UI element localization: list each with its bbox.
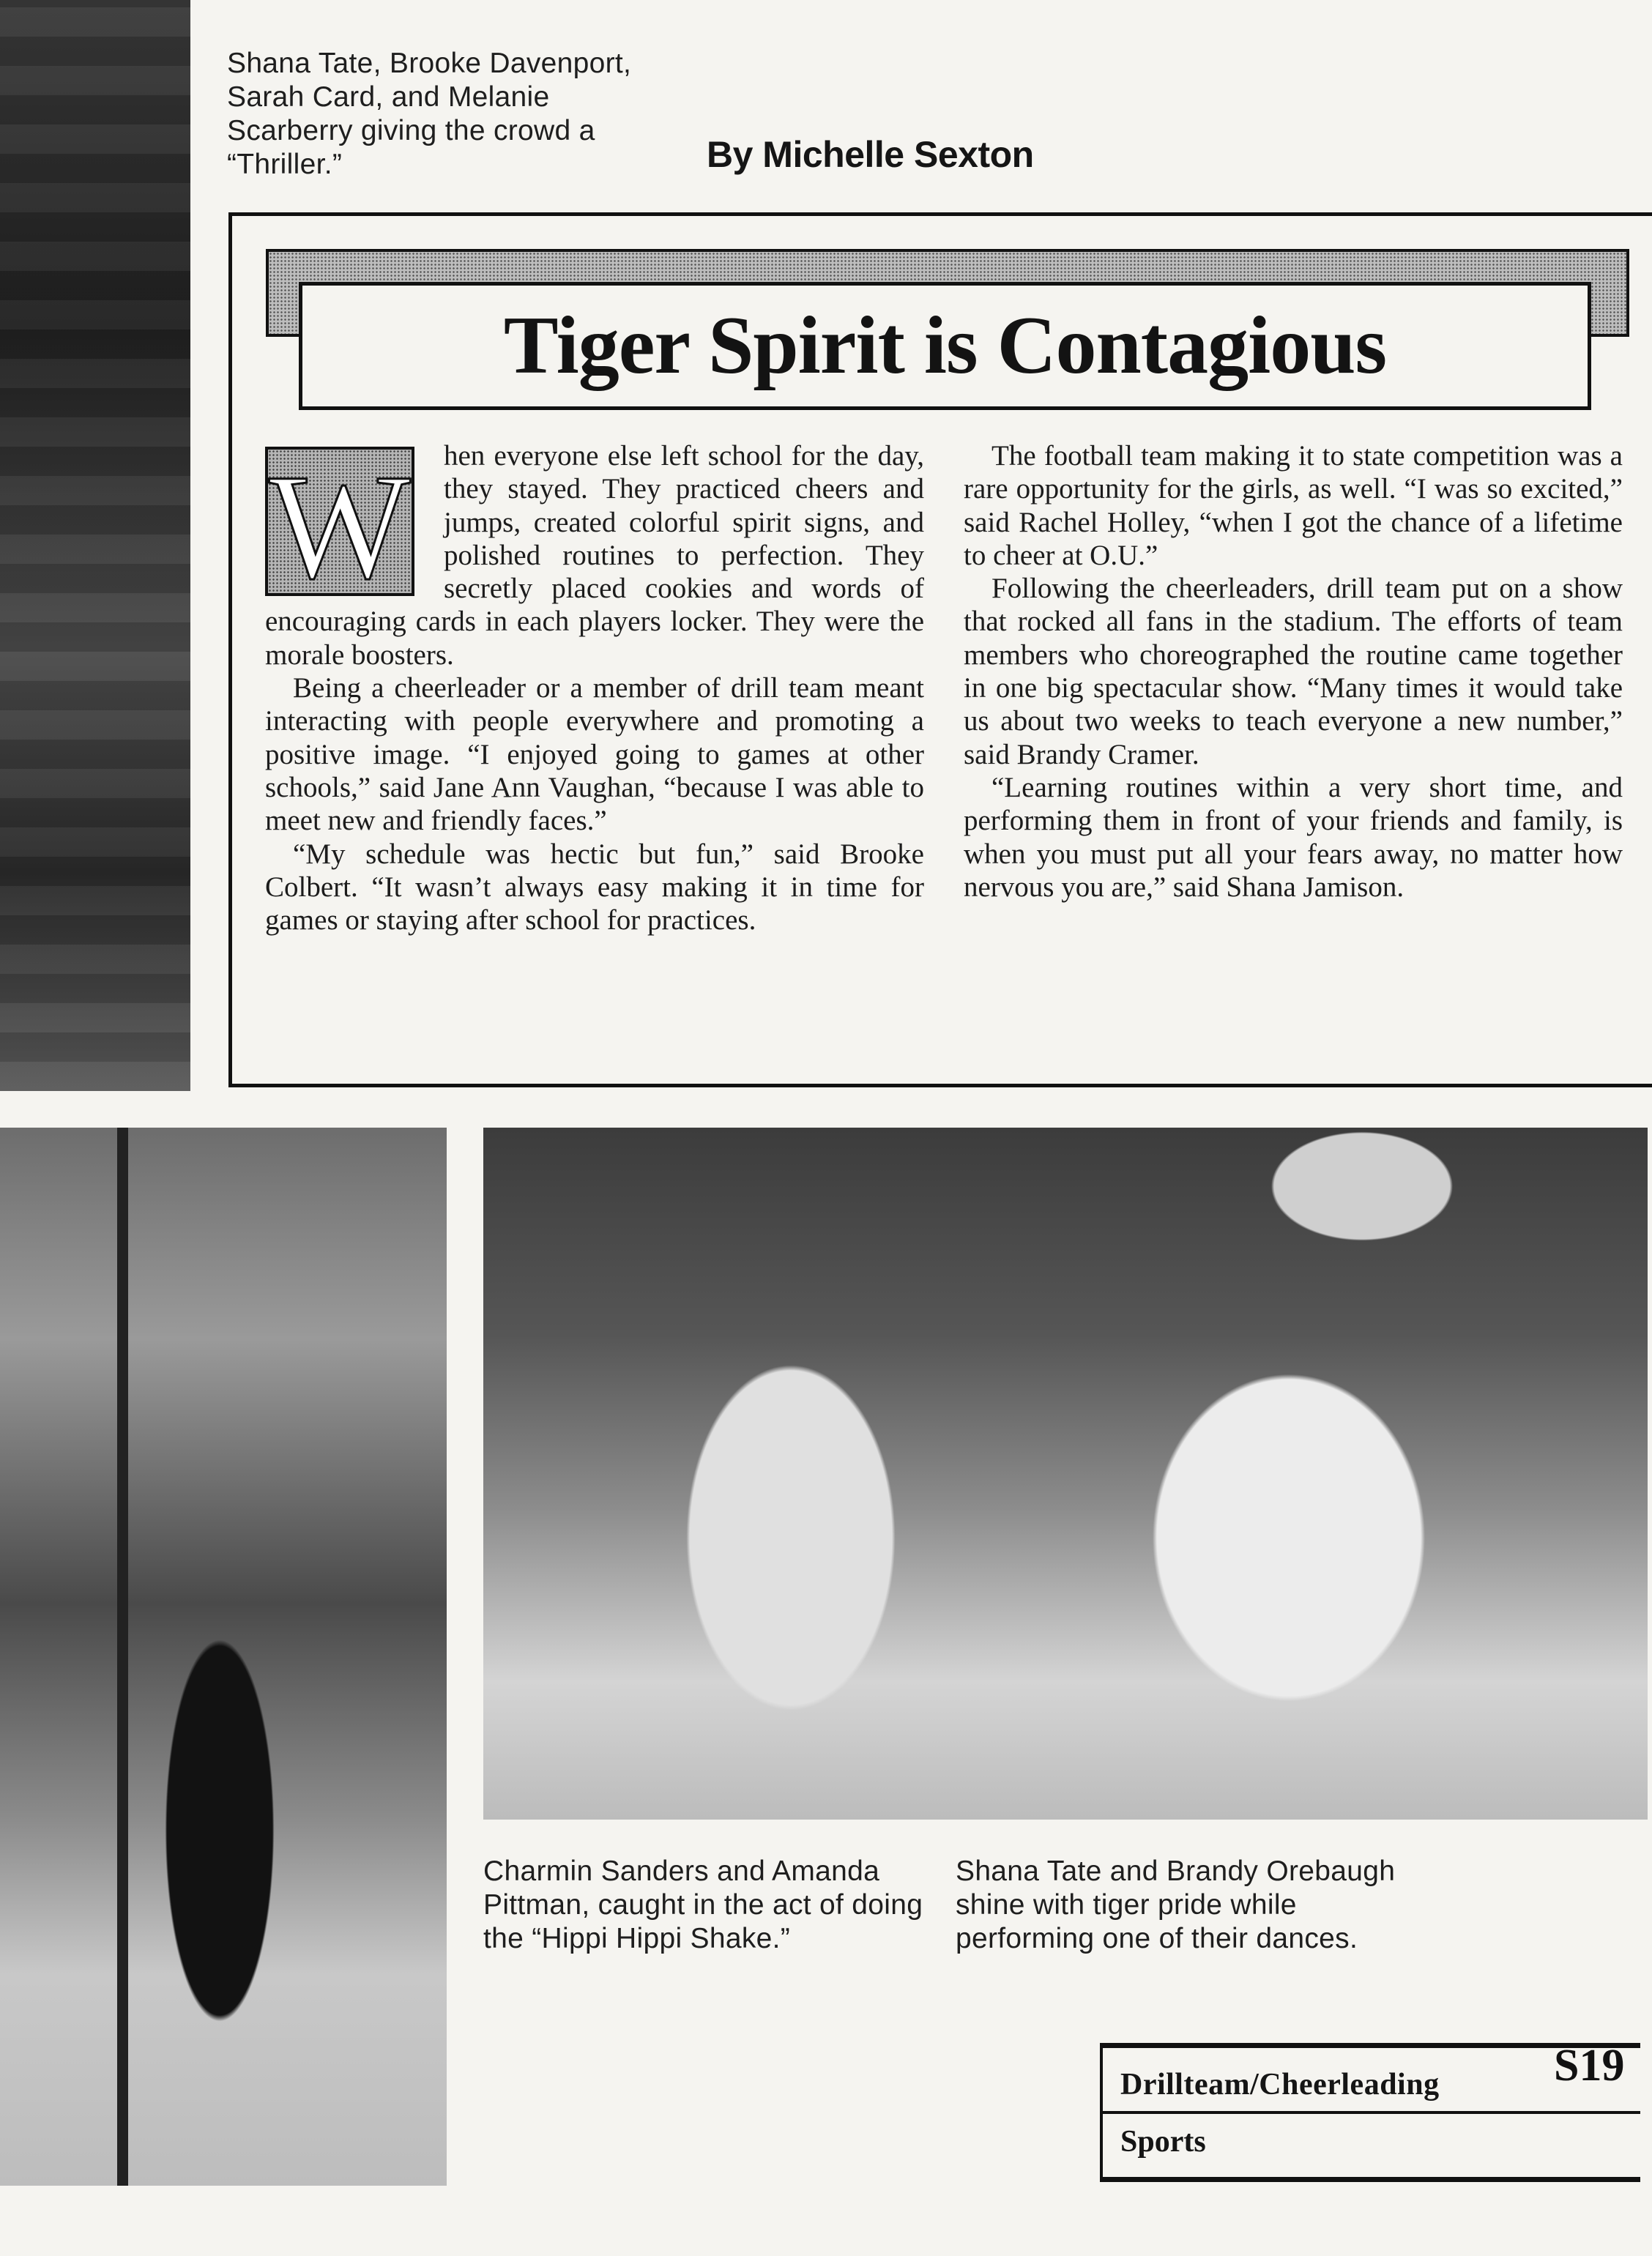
- page-number: S19: [1554, 2041, 1625, 2091]
- article-paragraph: The football team making it to state competition was a rare opportunity for the girls, as well. “I was so excited,” said Rachel Holley, “when I got the chance of a lifetime to cheer at O.U.”: [964, 440, 1623, 571]
- article-paragraph: “Learning routines within a very short time, and performing them in front of your friends and family, is when you must put all your fears away, no matter how nervous you are,” said Shana Jamison.: [964, 771, 1623, 903]
- article-column-right: [964, 439, 1623, 904]
- caption-charmin: Charmin Sanders and Amanda Pittman, caught in the act of doing the “Hippi Hippi Shake.”: [483, 1855, 923, 1954]
- photo-cheerleader-dancing: [0, 1128, 447, 2186]
- article-paragraph: Being a cheerleader or a member of drill team meant interacting with people everywhere and promoting a positive image. “I enjoyed going to games at other schools,” said Jane Ann Vaughan, “because I was able to meet new and friendly faces.”: [265, 672, 924, 837]
- article-column-left: [265, 439, 924, 937]
- photo-cheerleaders-pompoms: [483, 1128, 1648, 1820]
- section-subname: Sports: [1120, 2125, 1206, 2159]
- drop-cap: W: [265, 447, 414, 596]
- photo-cheerleaders-thriller: [0, 0, 190, 1091]
- byline: By Michelle Sexton: [707, 134, 1034, 175]
- caption-top-photo: Shana Tate, Brooke Davenport, Sarah Card, and Melanie Scarberry giving the crowd a “Thriller.”: [227, 48, 632, 180]
- title-box: [299, 282, 1591, 410]
- caption-shana-tate: Shana Tate and Brandy Orebaugh shine with tiger pride while performing one of their dances.: [956, 1855, 1396, 1954]
- section-divider: [1103, 2111, 1640, 2114]
- article-paragraph: Following the cheerleaders, drill team put on a show that rocked all fans in the stadium. The efforts of team members who choreographed the routine came together in one big spectacular show. “Many times it would take us about two weeks to teach everyone a new number,” said Brandy Cramer.: [964, 573, 1623, 770]
- section-name: Drillteam/Cheerleading: [1120, 2068, 1440, 2101]
- article-paragraph: “My schedule was hectic but fun,” said Brooke Colbert. “It wasn’t always easy making it in time for games or staying after school for practices.: [265, 838, 924, 937]
- article-title: Tiger Spirit is Contagious: [503, 300, 1387, 391]
- article-paragraph: hen everyone else left school for the day, they stayed. They practiced cheers and jumps, created colorful spirit signs, and polished routines to perfection. They secretly placed cookies and words of encouraging cards in each players locker. They were the morale boosters.: [265, 440, 924, 671]
